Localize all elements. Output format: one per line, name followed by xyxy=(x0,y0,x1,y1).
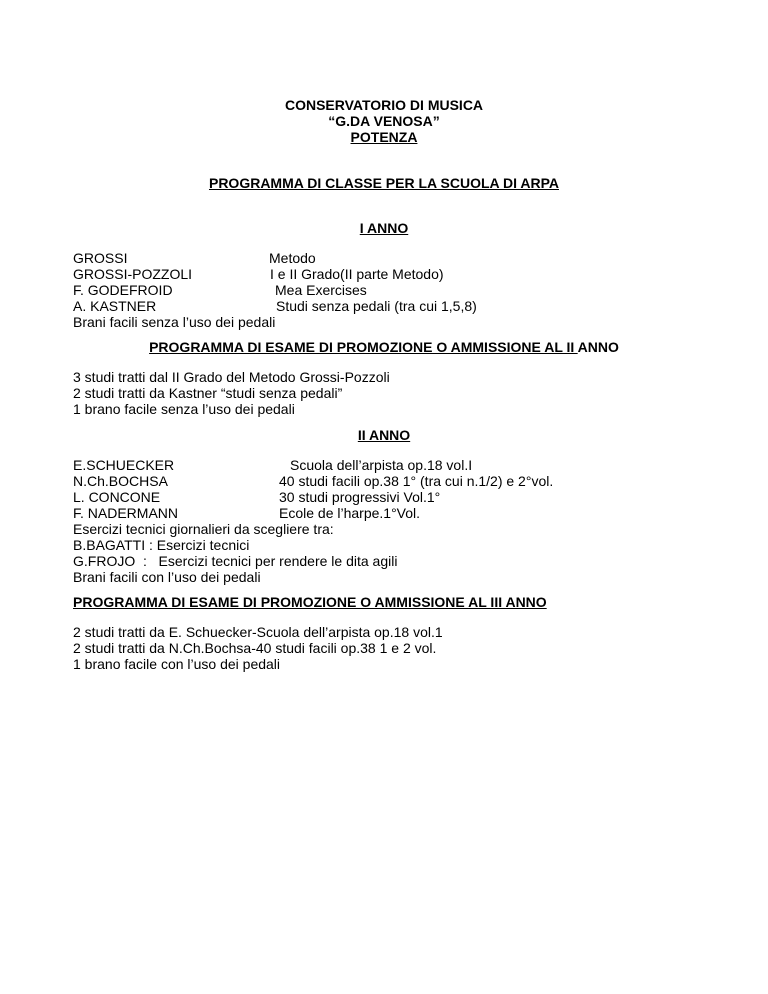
exam2-line: 1 brano facile senza l’uso dei pedali xyxy=(73,401,295,417)
program-title: PROGRAMMA DI CLASSE PER LA SCUOLA DI ARPA xyxy=(208,175,559,191)
year2-work: Scuola dell’arpista op.18 vol.I xyxy=(290,457,473,473)
year1-author: F. GODEFROID xyxy=(73,282,173,298)
conservatory-name: “G.DA VENOSA” xyxy=(328,113,440,129)
year2-author: L. CONCONE xyxy=(73,489,161,505)
exam3-heading: PROGRAMMA DI ESAME DI PROMOZIONE O AMMISSIONE AL III ANNO xyxy=(73,594,547,610)
year2-heading: II ANNO xyxy=(357,427,411,443)
year2-author: F. NADERMANN xyxy=(73,505,179,521)
year2-line: Esercizi tecnici giornalieri da scegliere tra: xyxy=(73,521,334,537)
year2-author: E.SCHUECKER xyxy=(73,457,175,473)
exam2-heading xyxy=(0,339,768,355)
year2-work: Ecole de l’harpe.1°Vol. xyxy=(279,505,421,521)
exam3-line: 1 brano facile con l’uso dei pedali xyxy=(73,656,281,672)
year2-work: 30 studi progressivi Vol.1° xyxy=(279,489,441,505)
year2-author: N.Ch.BOCHSA xyxy=(73,473,168,489)
year1-author: GROSSI xyxy=(73,250,128,266)
exam2-line: 3 studi tratti dal II Grado del Metodo Grossi-Pozzoli xyxy=(73,369,390,385)
institution-name: CONSERVATORIO DI MUSICA xyxy=(284,97,484,113)
year1-work: Studi senza pedali (tra cui 1,5,8) xyxy=(276,298,477,314)
year1-work: I e II Grado(II parte Metodo) xyxy=(270,266,444,282)
year2-line: Brani facili con l’uso dei pedali xyxy=(73,569,261,585)
exam3-line: 2 studi tratti da N.Ch.Bochsa-40 studi facili op.38 1 e 2 vol. xyxy=(73,640,437,656)
year1-work: Metodo xyxy=(269,250,316,266)
year2-line: G.FROJO : Esercizi tecnici per rendere le dita agili xyxy=(73,553,398,569)
exam2-heading-underlined: PROGRAMMA DI ESAME DI PROMOZIONE O AMMISSIONE AL II xyxy=(149,339,578,355)
year1-author: A. KASTNER xyxy=(73,298,157,314)
year1-work: Mea Exercises xyxy=(275,282,367,298)
exam3-line: 2 studi tratti da E. Schuecker-Scuola dell’arpista op.18 vol.1 xyxy=(73,624,443,640)
year1-heading: I ANNO xyxy=(359,220,409,236)
year1-note: Brani facili senza l’uso dei pedali xyxy=(73,314,276,330)
year2-work: 40 studi facili op.38 1° (tra cui n.1/2) e 2°vol. xyxy=(279,473,554,489)
year2-line: B.BAGATTI : Esercizi tecnici xyxy=(73,537,250,553)
year1-author: GROSSI-POZZOLI xyxy=(73,266,193,282)
exam2-line: 2 studi tratti da Kastner “studi senza pedali” xyxy=(73,385,343,401)
exam2-heading-rest: ANNO xyxy=(577,339,619,355)
city-name: POTENZA xyxy=(350,129,418,145)
